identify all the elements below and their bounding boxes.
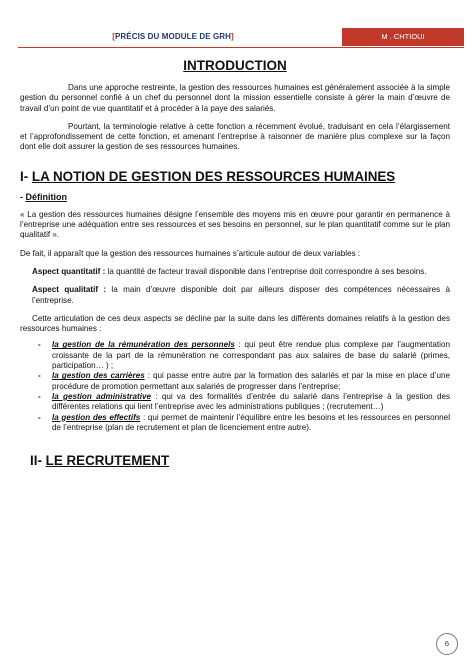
definition-label: Définition xyxy=(25,191,68,202)
list-item xyxy=(38,340,450,371)
close-bracket: ] xyxy=(231,32,234,41)
author-badge: M . CHTIOUI xyxy=(342,28,464,46)
section-1-heading xyxy=(20,169,450,184)
domain-term: la gestion de la rémunération des personnels xyxy=(52,340,235,350)
domains-list xyxy=(38,340,450,433)
aspect-qualitative-text: la main d’œuvre disponible doit par ailleurs disposer des compétences nécessaires à l’entreprise. xyxy=(32,285,450,305)
section-1-title: LA NOTION DE GESTION DES RESSOURCES HUMAINES xyxy=(31,168,396,184)
page-content xyxy=(20,58,450,468)
section-2-number: II- xyxy=(30,453,42,469)
domains-intro: Cette articulation de ces deux aspects se décline par la suite dans les différents domaines relatifs à la gestion des ressources humaines : xyxy=(20,313,450,334)
list-item xyxy=(38,392,450,413)
page-header xyxy=(18,28,464,46)
intro-paragraph-1: Dans une approche restreinte, la gestion des ressources humaines est généralement associée à la simple gestion du personnel confié à un chef du personnel dont la mission essentielle consiste à gérer la main d’œuvre de travail d’un point de vue quantitatif et à procéder à la paye des salariés. xyxy=(20,83,450,113)
page-number: 6 xyxy=(436,633,458,655)
aspect-quantitative-label: Aspect quantitatif : xyxy=(32,266,106,276)
domain-text: : qui peut être rendue plus complexe par l’augmentation croissante de la part de la rémunération ne correspondant pas aux salaires de base du salarié (primes, participation… ) ; xyxy=(52,340,450,371)
list-dash: - xyxy=(38,391,41,401)
list-item xyxy=(38,371,450,392)
aspect-qualitative-label: Aspect qualitatif : xyxy=(32,285,107,295)
list-dash: - xyxy=(38,340,41,350)
list-dash: - xyxy=(38,412,41,422)
list-dash: - xyxy=(38,371,41,381)
domain-term: la gestion des carrières xyxy=(52,371,145,381)
section-2-title: LE RECRUTEMENT xyxy=(45,453,170,469)
definition-heading xyxy=(20,192,450,202)
module-title xyxy=(18,28,328,46)
introduction-title: INTRODUCTION xyxy=(183,58,287,73)
intro-paragraph-2: Pourtant, la terminologie relative à cette fonction a récemment évolué, traduisant en cela l’élargissement et l’approfondissement de cette fonction, et amenant l’entreprise à raisonner de manière plus complexe sur la façon dont elle doit assurer la gestion de ses ressources humaines. xyxy=(20,121,450,152)
aspect-qualitative xyxy=(32,285,450,306)
definition-text: « La gestion des ressources humaines désigne l’ensemble des moyens mis en œuvre pour garantir en permanence à l’entreprise une adéquation entre ses ressources et ses besoins en personnel, sur le plan quantitatif comme sur le plan qualitatif ». xyxy=(20,209,450,240)
variables-intro: De fait, il apparaît que la gestion des ressources humaines s’articule autour de deux variables : xyxy=(20,248,361,258)
module-title-text: PRÉCIS DU MODULE DE GRH xyxy=(114,32,232,41)
domain-text: : qui passe entre autre par la formation des salariés et par la mise en place d’une procédure de promotion permettant aux salariés de progresser dans l’entreprise; xyxy=(52,371,450,391)
domain-text: : qui va des formalités d’entrée du salarié dans l’entreprise à la gestion des différentes relations qui lient l’entreprise avec les administrations publiques ; (recrutement…) xyxy=(52,391,450,412)
open-bracket: [ xyxy=(112,32,115,41)
domain-term: la gestion des effectifs xyxy=(52,412,141,422)
domain-term: la gestion administrative xyxy=(52,391,151,401)
aspect-quantitative-text: la quantité de facteur travail disponible dans l’entreprise doit correspondre à ses besoins. xyxy=(105,266,427,276)
aspect-quantitative xyxy=(32,267,450,277)
domain-text: : qui permet de maintenir l’équilibre entre les besoins et les ressources en personnel de l’entreprise (plan de recrutement et plan de licenciement entre autre). xyxy=(52,412,450,432)
header-divider xyxy=(18,47,464,48)
definition-prefix: - xyxy=(20,191,23,202)
section-1-number: I- xyxy=(20,168,29,184)
section-2-heading xyxy=(30,453,450,468)
list-item xyxy=(38,413,450,434)
